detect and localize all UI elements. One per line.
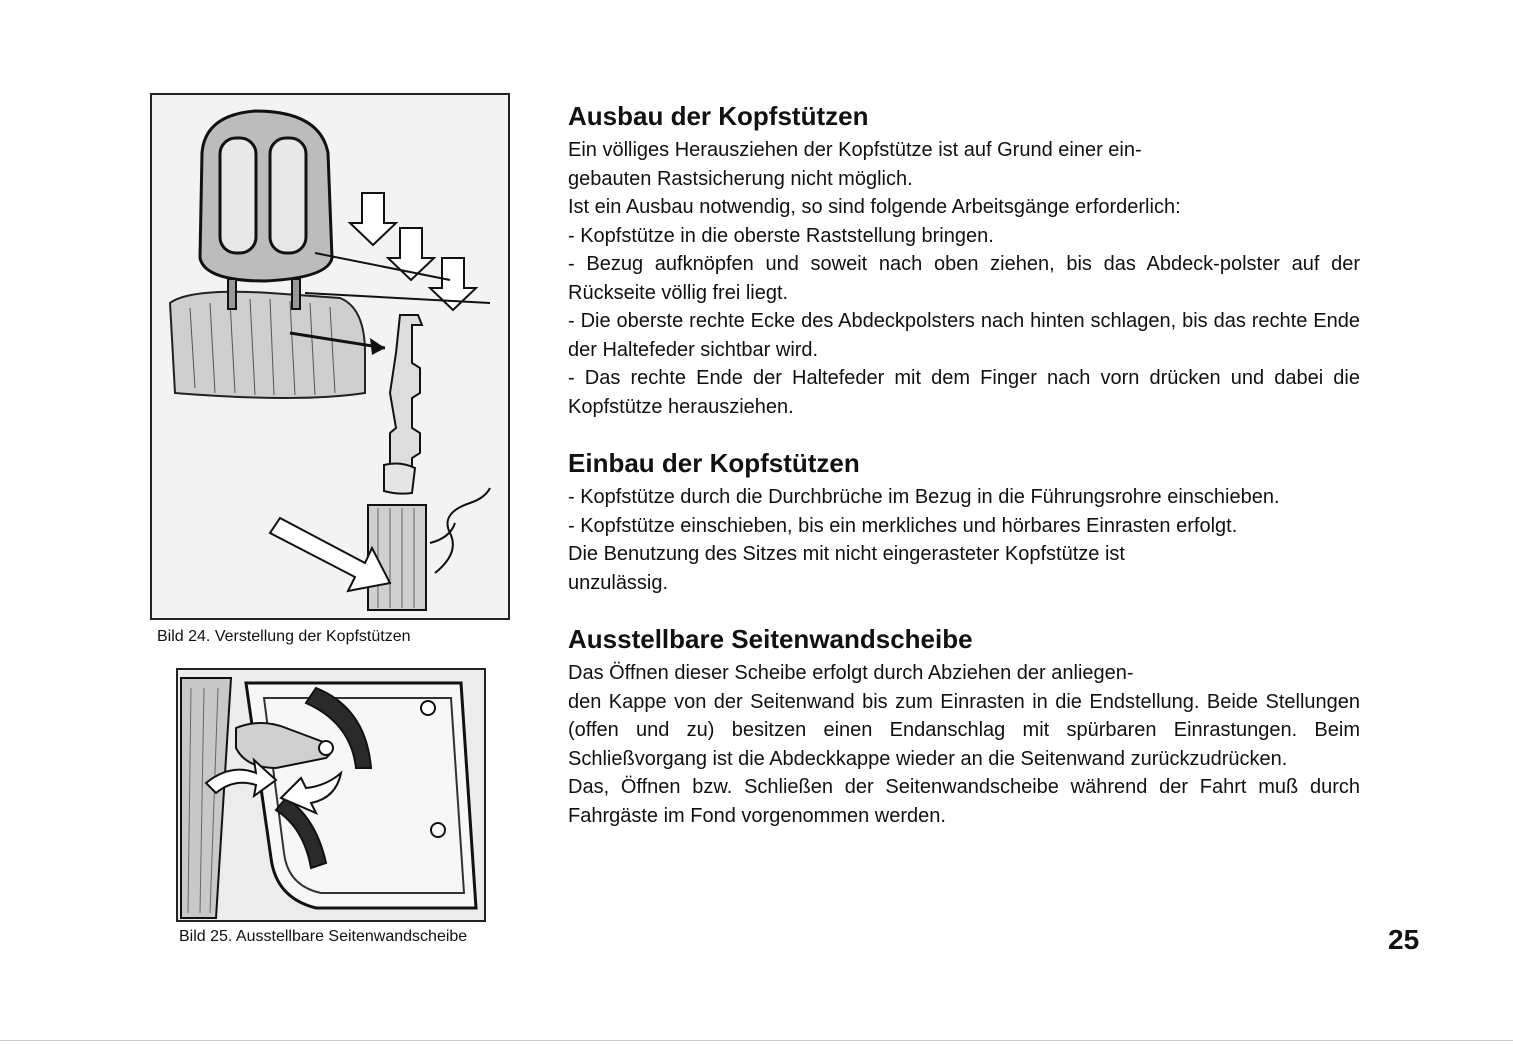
paragraph: - Kopfstütze einschieben, bis ein merkliches und hörbares Einrasten erfolgt. <box>568 514 1238 537</box>
section-heading: Ausstellbare Seitenwandscheibe <box>568 624 973 654</box>
paragraph: Ein völliges Herausziehen der Kopfstütze ist auf Grund einer ein- <box>568 139 1142 161</box>
section-ausbau <box>568 100 1360 421</box>
figure-caption: Bild 25. Ausstellbare Seitenwandscheibe <box>179 928 468 945</box>
paragraph: - Die oberste rechte Ecke des Abdeckpolsters nach hinten schlagen, bis das rechte Ende der Haltefeder sichtbar wird. <box>568 310 1360 361</box>
paragraph: - Bezug aufknöpfen und soweit nach oben ziehen, bis das Abdeck-polster auf der Rückseite völlig frei liegt. <box>568 253 1360 304</box>
paragraph: gebauten Rastsicherung nicht möglich. <box>568 167 913 190</box>
paragraph: Das Öffnen dieser Scheibe erfolgt durch Abziehen der anliegen- <box>568 662 1134 684</box>
paragraph: Die Benutzung des Sitzes mit nicht eingerasteter Kopfstütze ist <box>568 543 1125 565</box>
section-heading: Ausbau der Kopfstützen <box>568 101 869 131</box>
section-heading: Einbau der Kopfstützen <box>568 448 860 478</box>
paragraph: - Kopfstütze in die oberste Raststellung bringen. <box>568 224 994 247</box>
paragraph: - Kopfstütze durch die Durchbrüche im Bezug in die Führungsrohre einschieben. <box>568 486 1280 508</box>
paragraph: Ist ein Ausbau notwendig, so sind folgende Arbeitsgänge erforderlich: <box>568 196 1181 218</box>
text-column <box>568 100 1360 830</box>
section-einbau <box>568 447 1360 597</box>
figure-caption: Bild 24. Verstellung der Kopfstützen <box>157 628 411 645</box>
paragraph: - Das rechte Ende der Haltefeder mit dem Finger nach vorn drücken und dabei die Kopfstütze herausziehen. <box>568 367 1360 418</box>
figure-side-window <box>176 668 486 922</box>
paragraph: den Kappe von der Seitenwand bis zum Einrasten in die Endstellung. Beide Stellungen (offen und zu) besitzen einen Endanschlag mit spürbaren Einrastungen. Beim Schließvorgang ist die Abdeckkappe wieder an die Seitenwand zurückzudrücken. <box>568 690 1360 770</box>
page-number: 25 <box>1388 924 1420 955</box>
page-edge-line <box>0 1040 1513 1041</box>
side-window-illustration <box>176 668 486 922</box>
paragraph: Das, Öffnen bzw. Schließen der Seitenwandscheibe während der Fahrt muß durch Fahrgäste im Fond vorgenommen werden. <box>568 776 1360 827</box>
figure-headrest <box>150 93 510 620</box>
paragraph: unzulässig. <box>568 571 669 594</box>
headrest-illustration <box>150 93 510 620</box>
section-seitenwandscheibe <box>568 623 1360 830</box>
